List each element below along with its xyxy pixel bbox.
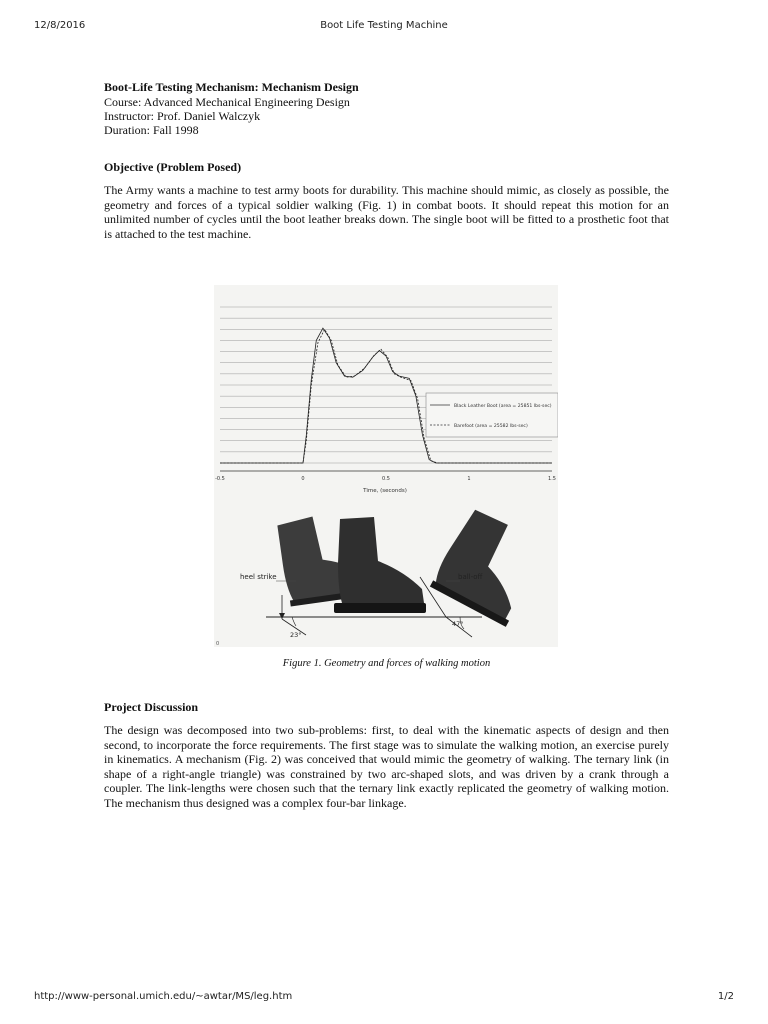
legend-box <box>426 393 558 437</box>
x-tick-label: 0 <box>301 476 305 482</box>
figure-corner-mark: 0 <box>216 641 220 647</box>
course-line: Course: Advanced Mechanical Engineering Design <box>104 95 350 109</box>
objective-heading: Objective (Problem Posed) <box>104 160 242 174</box>
discussion-section <box>104 700 669 810</box>
header-title: Boot Life Testing Machine <box>320 20 448 31</box>
figure-1 <box>214 285 558 647</box>
document-title: Boot-Life Testing Mechanism: Mechanism Design <box>104 80 359 94</box>
label-angle-right: 47° <box>452 620 464 628</box>
objective-paragraph: The Army wants a machine to test army boots for durability. This machine should mimic, as closely as possible, the geometry and forces of a typical soldier walking (Fig. 1) in combat boots. It should repeat this motion for an unlimited number of cycles until the boot leather breaks down. The single boot will be fitted to a prosthetic foot that is attached to the test machine. <box>104 183 669 241</box>
instructor-line: Instructor: Prof. Daniel Walczyk <box>104 109 261 123</box>
chart-x-axis-label: Time, (seconds) <box>363 488 407 494</box>
legend-label-barefoot: Barefoot (area = 25582 lbs-sec) <box>454 424 528 429</box>
duration-line: Duration: Fall 1998 <box>104 123 199 137</box>
figure-caption: Figure 1. Geometry and forces of walking motion <box>282 658 491 669</box>
label-angle-left: 23° <box>290 631 302 639</box>
chart-legend <box>426 393 558 437</box>
x-tick-label: 1 <box>467 476 471 482</box>
label-ball-off: ball-off <box>458 573 483 581</box>
x-tick-label: 1.5 <box>548 476 556 482</box>
discussion-heading: Project Discussion <box>104 700 199 714</box>
figure-1-svg <box>214 285 558 647</box>
footer-url: http://www-personal.umich.edu/~awtar/MS/leg.htm <box>34 991 293 1002</box>
footer-page-number: 1/2 <box>717 991 734 1002</box>
discussion-paragraph: The design was decomposed into two sub-problems: first, to deal with the kinematic aspects of design and then second, to incorporate the force requirements. The first stage was to simulate the walking motion, an exercise purely in kinematics. A mechanism (Fig. 2) was conceived that would mimic the geometry of walking. The ternary link (in shape of a right-angle triangle) was constrained by two arc-shaped slots, and was driven by a crank through a coupler. The link-lengths were chosen such that the ternary link exactly replicated the geometry of walking motion. The mechanism thus designed was a complex four-bar linkage. <box>104 723 669 810</box>
legend-label-boot: Black Leather Boot (area = 25851 lbs-sec) <box>454 404 552 409</box>
x-tick-label: 0.5 <box>382 476 390 482</box>
label-heel-strike: heel strike <box>240 573 277 581</box>
x-tick-label: -0.5 <box>215 476 225 482</box>
header-date: 12/8/2016 <box>34 20 86 31</box>
document-body <box>104 80 669 241</box>
